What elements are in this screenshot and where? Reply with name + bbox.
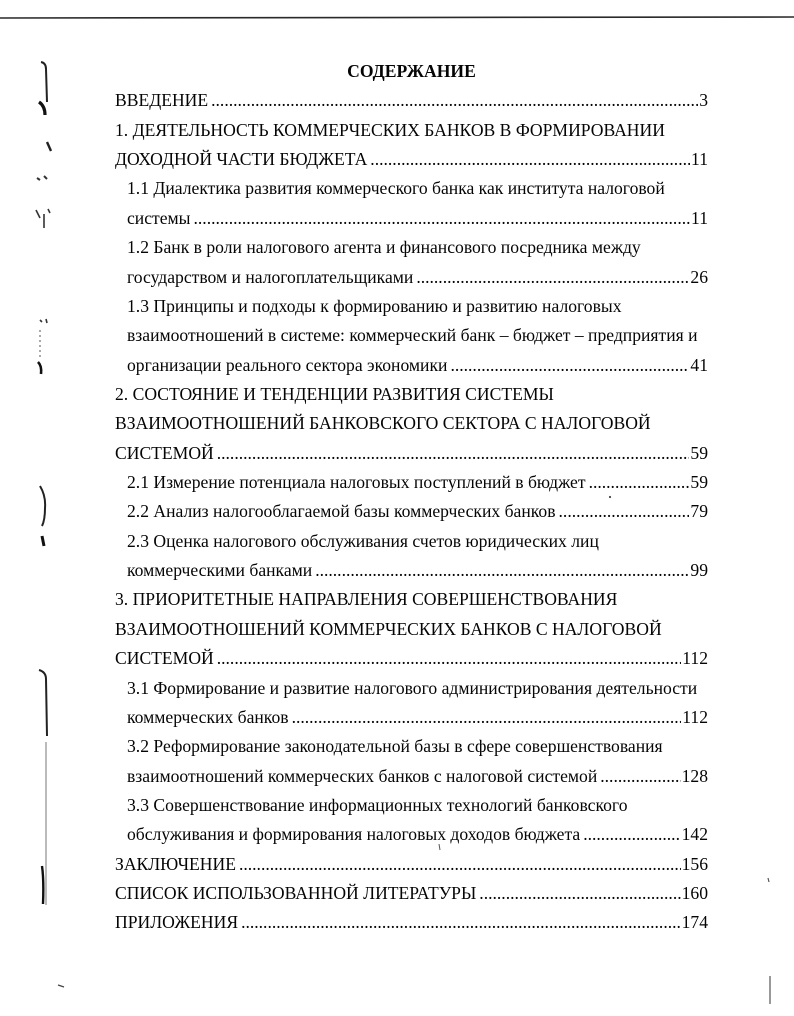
toc-section-3-3 [115,791,708,850]
toc-line [115,527,708,556]
binding-mark [37,176,47,180]
dot-leader [479,879,680,908]
dot-leader [217,644,682,673]
toc-line [115,174,708,203]
toc-entry-references [115,879,708,908]
section-title-line: 1.1 Диалектика развития коммерческого банка как института налоговой [127,178,665,199]
page-title: СОДЕРЖАНИЕ [347,61,476,81]
dot-leader [583,820,680,849]
toc-page-number: 3 [699,90,708,111]
toc-line [115,439,708,468]
toc-page-number: 128 [681,765,708,786]
dot-leader [315,556,689,585]
toc-page-number: 41 [690,354,708,375]
toc-section-3-2 [115,732,708,791]
toc-line [115,732,708,761]
toc-line [115,674,708,703]
toc-page-number: 160 [681,883,708,904]
toc-line [115,762,708,791]
chapter-heading-line: ВЗАИМООТНОШЕНИЙ КОММЕРЧЕСКИХ БАНКОВ С НАЛОГОВОЙ [115,618,662,639]
toc-chapter-3 [115,585,708,849]
chapter-heading-line: ВЗАИМООТНОШЕНИЙ БАНКОВСКОГО СЕКТОРА С НАЛОГОВОЙ [115,413,651,434]
toc-section-3-1 [115,674,708,733]
toc-line [115,644,708,673]
toc-line [115,204,708,233]
dot-leader [241,908,681,937]
binding-mark [42,866,43,904]
toc-line [115,615,708,644]
toc-line [115,556,708,585]
toc-line [115,263,708,292]
toc-section-2-2 [115,497,708,526]
dot-leader [450,351,689,380]
toc-entry-introduction [115,86,708,115]
toc-page-number: 11 [691,207,708,228]
binding-mark [38,362,41,374]
toc-line [115,292,708,321]
table-of-contents [115,57,708,938]
dot-leader [239,850,681,879]
toc-line [115,820,708,849]
toc-entry-title: ПРИЛОЖЕНИЯ [115,912,239,933]
section-title-line: коммерческих банков [127,706,289,727]
toc-line [115,791,708,820]
chapter-heading-line: ДОХОДНОЙ ЧАСТИ БЮДЖЕТА [115,149,368,170]
chapter-heading-line: 2. СОСТОЯНИЕ И ТЕНДЕНЦИИ РАЗВИТИЯ СИСТЕМЫ [115,383,554,404]
dot-leader [559,497,690,526]
chapter-heading-line: 1. ДЕЯТЕЛЬНОСТЬ КОММЕРЧЕСКИХ БАНКОВ В ФОРМИРОВАНИИ [115,119,665,140]
toc-entry-title: СПИСОК ИСПОЛЬЗОВАННОЙ ЛИТЕРАТУРЫ [115,883,477,904]
dot-leader [589,468,690,497]
toc-line [115,351,708,380]
dot-leader [211,86,698,115]
dot-leader [292,703,682,732]
section-title-line: государством и налогоплательщиками [127,266,414,287]
section-title-line: 1.3 Принципы и подходы к формированию и развитию налоговых [127,295,622,316]
toc-chapter-1 [115,116,708,380]
toc-entry-title: ВВЕДЕНИЕ [115,90,209,111]
toc-line [115,145,708,174]
binding-mark [42,536,44,546]
toc-section-1-1 [115,174,708,233]
toc-chapter-2 [115,380,708,586]
chapter-heading-line: СИСТЕМОЙ [115,442,214,463]
toc-page-number: 99 [690,560,708,581]
dot-leader [416,263,689,292]
dot-leader [370,145,690,174]
binding-mark [36,209,50,228]
section-title-line: 3.1 Формирование и развитие налогового администрирования деятельности [127,677,698,698]
binding-mark [47,142,51,151]
section-title-line: обслуживания и формирования налоговых доходов бюджета [127,824,581,845]
toc-line [115,321,708,350]
section-title-line: взаимоотношений коммерческих банков с налоговой системой [127,765,598,786]
section-title-line: 2.1 Измерение потенциала налоговых поступлений в бюджет [127,472,586,493]
binding-mark [40,319,47,323]
section-title-line: 1.2 Банк в роли налогового агента и финансового посредника между [127,237,641,258]
dot-leader [217,439,690,468]
toc-line [115,116,708,145]
chapter-heading-line: СИСТЕМОЙ [115,648,214,669]
edge-mark [768,878,770,1004]
section-title-line: 2.2 Анализ налогооблагаемой базы коммерческих банков [127,501,556,522]
section-title-line: взаимоотношений в системе: коммерческий банк – бюджет – предприятия и [127,325,698,346]
toc-page-number: 174 [681,912,708,933]
toc-line [115,380,708,409]
toc-line [115,409,708,438]
toc-page-number: 79 [690,501,708,522]
toc-page-number: 26 [690,266,708,287]
section-title-line: коммерческими банками [127,560,313,581]
binding-mark [40,486,45,526]
scan-edge-line [0,17,794,18]
toc-line [115,703,708,732]
toc-page-number: 112 [682,706,708,727]
binding-mark [41,62,47,102]
section-title-line: 3.3 Совершенствование информационных технологий банковского [127,794,628,815]
toc-page-number: 59 [690,472,708,493]
dot-leader [194,204,691,233]
section-title-line: системы [127,207,191,228]
toc-entry-appendices [115,908,708,937]
toc-page-number: 156 [681,853,708,874]
toc-page-number: 142 [681,824,708,845]
toc-page-number: 59 [690,442,708,463]
toc-line [115,233,708,262]
toc-entry-title: ЗАКЛЮЧЕНИЕ [115,853,236,874]
binding-mark [39,670,47,736]
toc-line [115,585,708,614]
toc-section-1-2 [115,233,708,292]
dot-leader [600,762,680,791]
section-title-line: организации реального сектора экономики [127,354,448,375]
toc-page-number: 11 [691,149,708,170]
binding-mark [58,985,64,987]
binding-mark [39,102,45,115]
section-title-line: 3.2 Реформирование законодательной базы в сфере совершенствования [127,736,663,757]
chapter-heading-line: 3. ПРИОРИТЕТНЫЕ НАПРАВЛЕНИЯ СОВЕРШЕНСТВОВАНИЯ [115,589,618,610]
toc-section-1-3 [115,292,708,380]
toc-section-2-3 [115,527,708,586]
toc-entry-conclusion [115,850,708,879]
toc-section-2-1 [115,468,708,497]
toc-page-number: 112 [682,648,708,669]
section-title-line: 2.3 Оценка налогового обслуживания счетов юридических лиц [127,530,599,551]
